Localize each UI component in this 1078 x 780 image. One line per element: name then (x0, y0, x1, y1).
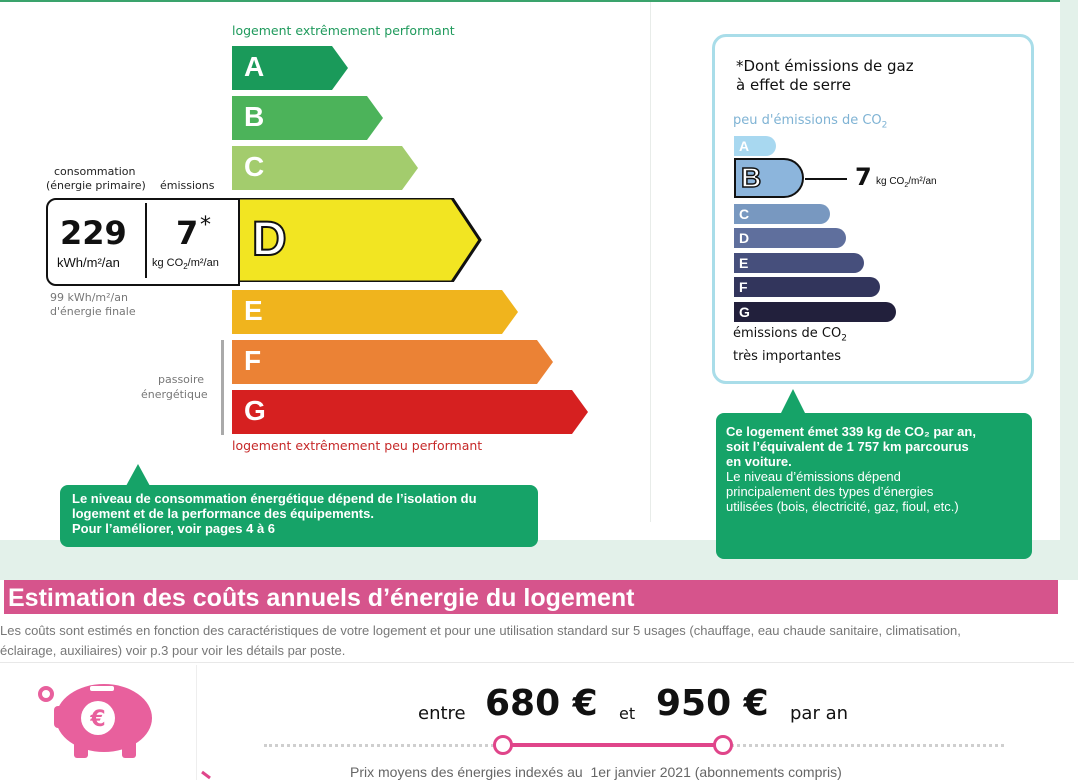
ges-title-line2: à effet de serre (736, 76, 851, 94)
ges-unit: kg $CO_2/m^2/an$ (876, 176, 937, 189)
dpe-grade-e (232, 290, 522, 334)
dpe-grade-label: E (244, 295, 263, 326)
dpe-grade-label: B (244, 101, 265, 132)
cost-and-label: et (619, 704, 636, 723)
ges-info-line3: en voiture. (726, 454, 792, 469)
costs-pointer-arrow (200, 770, 214, 780)
passoire-label-line2: énergétique (141, 388, 208, 401)
ges-bottom-caption: émissions de $CO_2$ très importantes (733, 326, 847, 364)
costs-column-divider (196, 665, 197, 780)
dpe-info-line1: Le niveau de consommation énergétique dépend de l’isolation du (72, 491, 477, 506)
piggy-bank-icon (38, 676, 158, 760)
panel-divider (650, 2, 651, 522)
value-box-divider (145, 203, 147, 278)
consumption-sublabel: (énergie primaire) (46, 179, 146, 192)
emissions-unit: kg $CO_2/m^2/an$ (152, 257, 219, 272)
svg-text:€: € (90, 707, 106, 732)
passoire-label-line1: passoire (158, 373, 205, 386)
ges-info-box (716, 413, 1032, 559)
final-energy-value: 99 kWh/m²/an (50, 291, 128, 304)
ges-info-line6: utilisées (bois, électricité, gaz, fioul, etc.) (726, 499, 959, 514)
costs-description: Les coûts sont estimés en fonction des caractéristiques de votre logement et pour une utilisation standard sur 5 usages (chauffage, eau chaude sanitaire, climatisation, éclairage, auxiliaires) voir p.3 pour voir les détails par poste. (0, 623, 961, 658)
costs-title: Estimation des coûts annuels d’énergie du logement (8, 584, 635, 612)
dpe-grade-label: A (244, 51, 265, 82)
right-margin-band (1060, 0, 1078, 540)
consumption-value: 229 (60, 214, 127, 252)
ges-pointer-line (805, 178, 847, 180)
consumption-unit: kWh/m²/an (57, 255, 120, 270)
dpe-grade-b (232, 96, 387, 140)
dpe-grade-a (232, 46, 352, 90)
dpe-grade-c (232, 146, 422, 190)
ges-top-caption: peu d'émissions de $CO_2$ (733, 113, 888, 131)
ges-grade-d: D (734, 228, 846, 248)
top-divider (0, 0, 1060, 2)
ges-title-line1: *Dont émissions de gaz (736, 57, 914, 75)
cost-max-value: 950 € (656, 683, 769, 724)
dpe-grade-f (232, 340, 557, 384)
dpe-bottom-caption: logement extrêmement peu performant (232, 438, 483, 453)
cost-per-year-label: par an (790, 703, 849, 724)
cost-range-fill (503, 743, 723, 747)
ges-grade-f: F (734, 277, 880, 297)
dpe-info-box (60, 485, 538, 547)
consumption-label: consommation (54, 165, 136, 178)
dpe-info-line3: Pour l’améliorer, voir pages 4 à 6 (72, 521, 276, 536)
cost-min-value: 680 € (485, 683, 598, 724)
dpe-grade-label: G (244, 395, 266, 426)
ges-info-line2: soit l’équivalent de 1 757 km parcourus (726, 439, 969, 454)
ges-value: 7 (855, 163, 872, 191)
ges-grade-e: E (734, 253, 864, 273)
dpe-info-line2: logement et de la performance des équipements. (72, 506, 374, 521)
dpe-top-caption: logement extrêmement performant (232, 23, 455, 38)
costs-divider (0, 662, 1074, 663)
dpe-info-pointer (126, 464, 150, 486)
emissions-star: * (200, 213, 211, 238)
ges-grade-b: B (734, 158, 804, 198)
ges-grade-a: A (734, 136, 776, 156)
cost-range-min-handle (493, 735, 513, 755)
cost-range-max-handle (713, 735, 733, 755)
ges-title (736, 57, 914, 95)
final-energy-label: d'énergie finale (50, 305, 136, 318)
dpe-grade-label: F (244, 345, 262, 376)
dpe-grade-d (232, 198, 484, 282)
emissions-label: émissions (160, 179, 215, 192)
ges-info-pointer (781, 389, 805, 413)
ges-info-line5: principalement des types d’énergies (726, 484, 934, 499)
dpe-grade-label: D (252, 213, 287, 266)
prices-note: Prix moyens des énergies indexés au 1er janvier 2021 (abonnements compris) (350, 764, 842, 780)
emissions-value: 7 (176, 214, 199, 252)
cost-between-label: entre (418, 703, 466, 724)
ges-info-line4: Le niveau d’émissions dépend (726, 469, 901, 484)
passoire-bracket (221, 340, 224, 435)
ges-grade-c: C (734, 204, 830, 224)
ges-grade-g: G (734, 302, 896, 322)
dpe-grade-label: C (244, 151, 265, 182)
ges-info-line1: Ce logement émet 339 kg de CO₂ par an, (726, 424, 976, 439)
dpe-grade-g (232, 390, 592, 434)
